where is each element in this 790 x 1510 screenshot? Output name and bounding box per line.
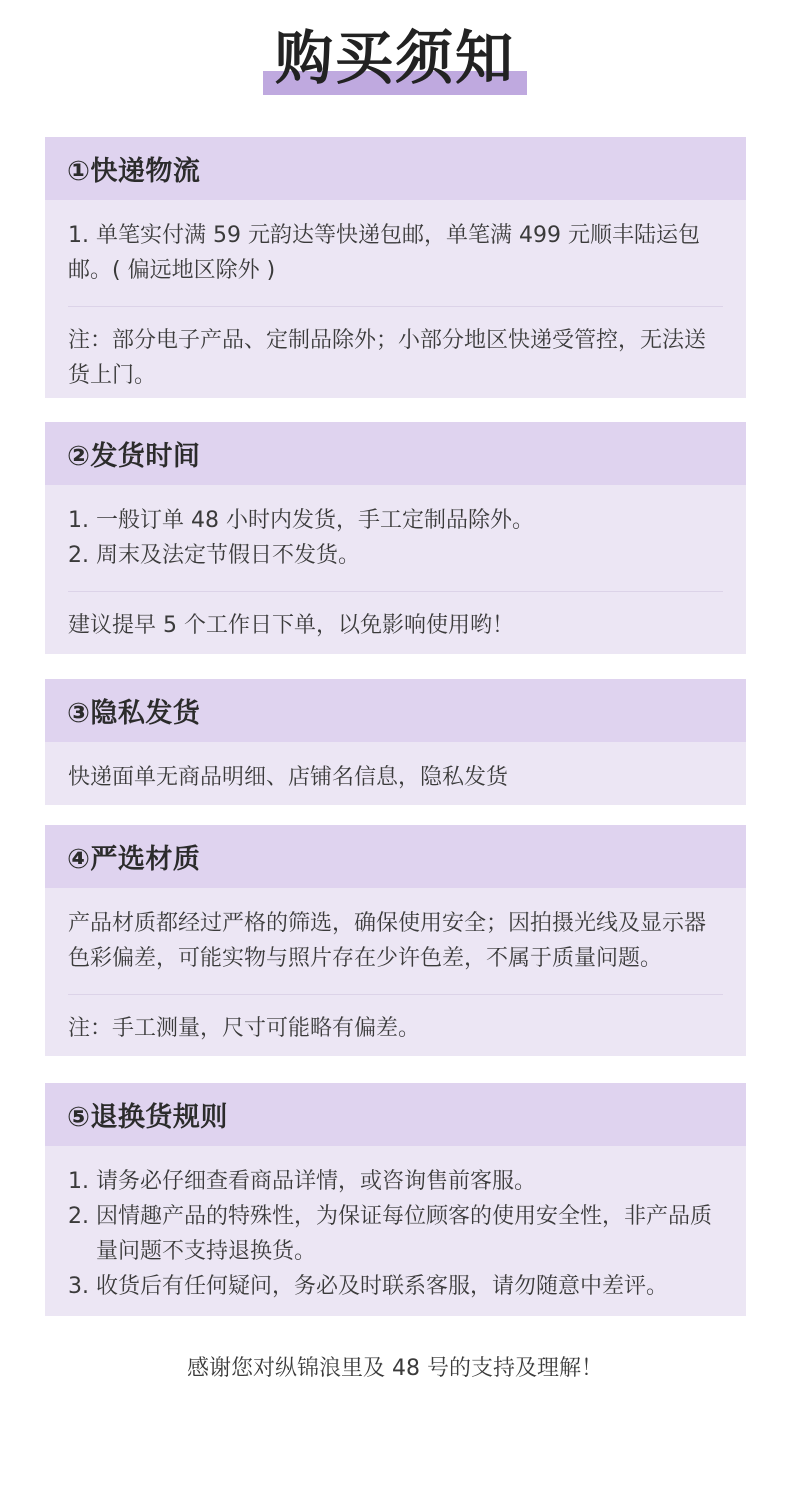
section-shipping [45, 137, 746, 398]
section-delivery-time [45, 422, 746, 654]
divider [68, 306, 723, 307]
list-item: 3. 收货后有任何疑问，务必及时联系客服，请勿随意中差评。 [68, 1274, 668, 1299]
divider [68, 591, 723, 592]
divider [68, 994, 723, 995]
list-item: 2. 周末及法定节假日不发货。 [68, 543, 360, 568]
section-heading: ③隐私发货 [45, 679, 746, 742]
list-item: 1. 请务必仔细查看商品详情，或咨询售前客服。 [68, 1169, 536, 1194]
section-note: 注：部分电子产品、定制品除外；小部分地区快递受管控，无法送货上门。 [68, 328, 707, 388]
footer-thanks: 感谢您对纵锦浪里及 48 号的支持及理解！ [187, 1356, 603, 1381]
section-paragraph: 快递面单无商品明细、店铺名信息，隐私发货 [68, 765, 509, 790]
section-private-shipping [45, 679, 746, 805]
section-heading: ②发货时间 [45, 422, 746, 485]
section-heading: ⑤退换货规则 [45, 1083, 746, 1146]
section-heading: ①快递物流 [45, 137, 746, 200]
section-heading: ④严选材质 [45, 825, 746, 888]
list-item: 2. 因情趣产品的特殊性，为保证每位顾客的使用安全性，非产品质量问题不支持退换货。 [68, 1204, 712, 1264]
section-note: 注：手工测量，尺寸可能略有偏差。 [68, 1016, 421, 1041]
section-paragraph: 产品材质都经过严格的筛选，确保使用安全；因拍摄光线及显示器色彩偏差，可能实物与照片存在少许色差，不属于质量问题。 [68, 911, 707, 971]
section-paragraph: 1. 单笔实付满 59 元韵达等快递包邮，单笔满 499 元顺丰陆运包邮。( 偏远地区除外 ) [68, 223, 700, 283]
section-return-policy [45, 1083, 746, 1316]
title-block [0, 22, 790, 102]
section-note: 建议提早 5 个工作日下单，以免影响使用哟！ [68, 613, 514, 638]
page-title: 购买须知 [274, 24, 515, 92]
section-material [45, 825, 746, 1056]
list-item: 1. 一般订单 48 小时内发货，手工定制品除外。 [68, 508, 534, 533]
